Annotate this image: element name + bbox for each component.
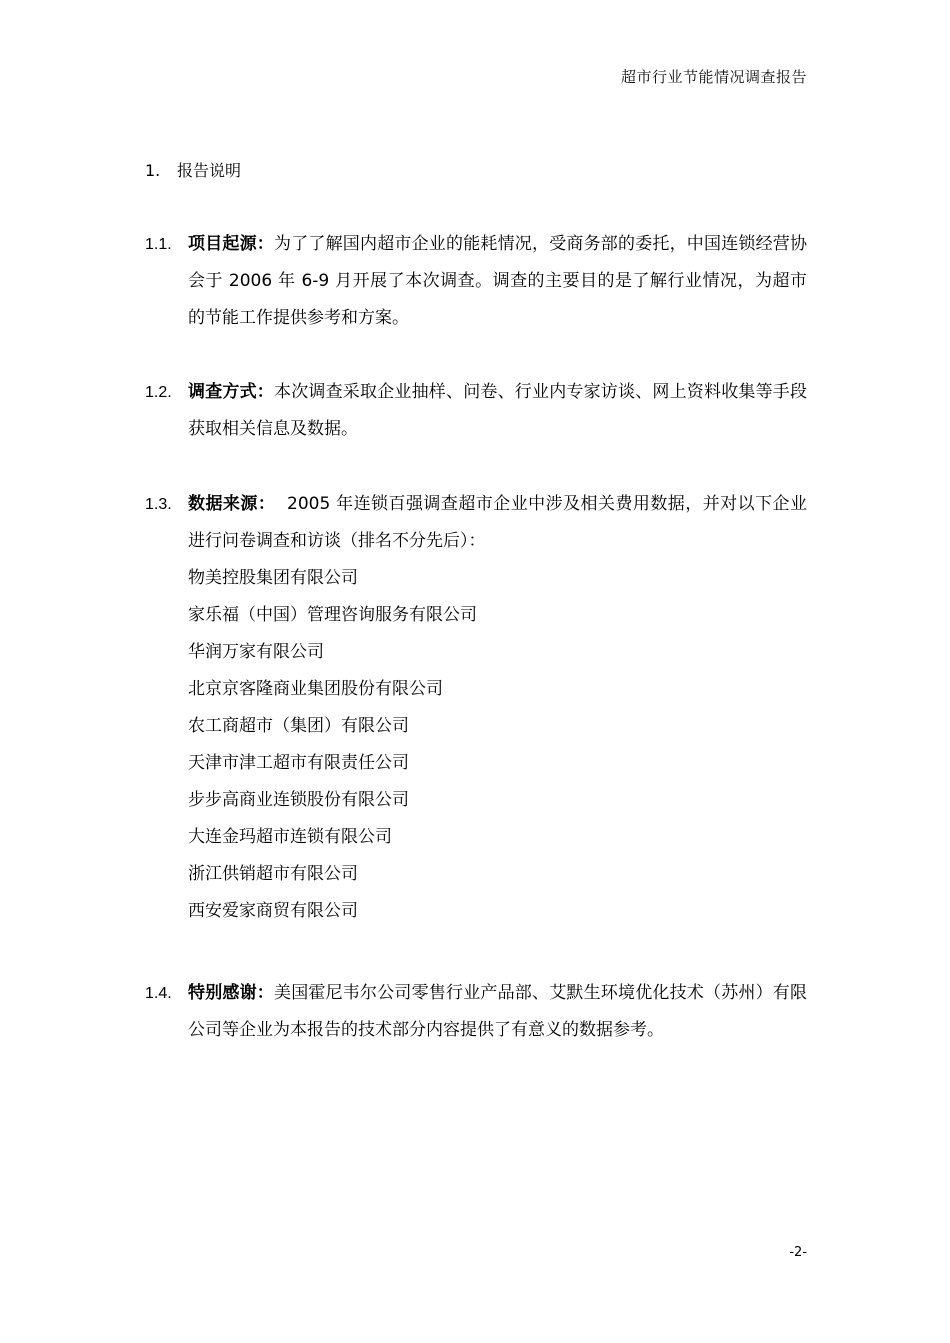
company-list-item: 西安爱家商贸有限公司 [188, 901, 358, 921]
item-text: 2005 年连锁百强调查超市企业中涉及相关费用数据，并对以下企业进行问卷调查和访谈（排名不分先后）： [188, 494, 808, 551]
company-list-item: 步步高商业连锁股份有限公司 [188, 790, 409, 810]
item-text: 为了了解国内超市企业的能耗情况，受商务部的委托，中国连锁经营协会于 2006 年 6-9 月开展了本次调查。调查的主要目的是了解行业情况，为超市的节能工作提供参考和方案。 [188, 234, 807, 328]
company-list-item: 大连金玛超市连锁有限公司 [188, 827, 392, 847]
item-text: 美国霍尼韦尔公司零售行业产品部、艾默生环境优化技术（苏州）有限公司等企业为本报告的技术部分内容提供了有意义的数据参考。 [188, 983, 807, 1040]
item-term: 项目起源： [188, 234, 274, 254]
item-body [188, 486, 807, 560]
section-number: 1. [145, 161, 161, 180]
item-number: 1.3. [145, 496, 172, 513]
company-list-item: 农工商超市（集团）有限公司 [188, 716, 409, 736]
item-number: 1.4. [145, 985, 172, 1002]
item-number: 1.2. [145, 384, 172, 401]
item-body [188, 374, 807, 448]
page-number: -2- [789, 1245, 807, 1260]
item-project-origin [145, 226, 807, 337]
company-list [188, 560, 807, 930]
running-header: 超市行业节能情况调查报告 [620, 68, 807, 86]
company-list-item: 天津市津工超市有限责任公司 [188, 753, 409, 773]
company-list-item: 物美控股集团有限公司 [188, 568, 358, 588]
item-term: 调查方式： [188, 382, 274, 402]
company-list-item: 家乐福（中国）管理咨询服务有限公司 [188, 605, 477, 625]
item-body [188, 226, 807, 337]
item-term: 数据来源： [188, 494, 276, 514]
company-list-item: 北京京客隆商业集团股份有限公司 [188, 679, 443, 699]
company-list-item: 华润万家有限公司 [188, 642, 324, 662]
item-survey-method [145, 374, 807, 448]
item-data-source [145, 486, 807, 930]
item-number: 1.1. [145, 236, 172, 253]
item-term: 特别感谢： [188, 983, 274, 1003]
item-text: 本次调查采取企业抽样、问卷、行业内专家访谈、网上资料收集等手段获取相关信息及数据。 [188, 382, 807, 439]
section-title: 报告说明 [177, 161, 242, 180]
item-body [188, 975, 807, 1049]
section-heading [145, 158, 241, 181]
item-acknowledgement [145, 975, 807, 1049]
company-list-item: 浙江供销超市有限公司 [188, 864, 358, 884]
